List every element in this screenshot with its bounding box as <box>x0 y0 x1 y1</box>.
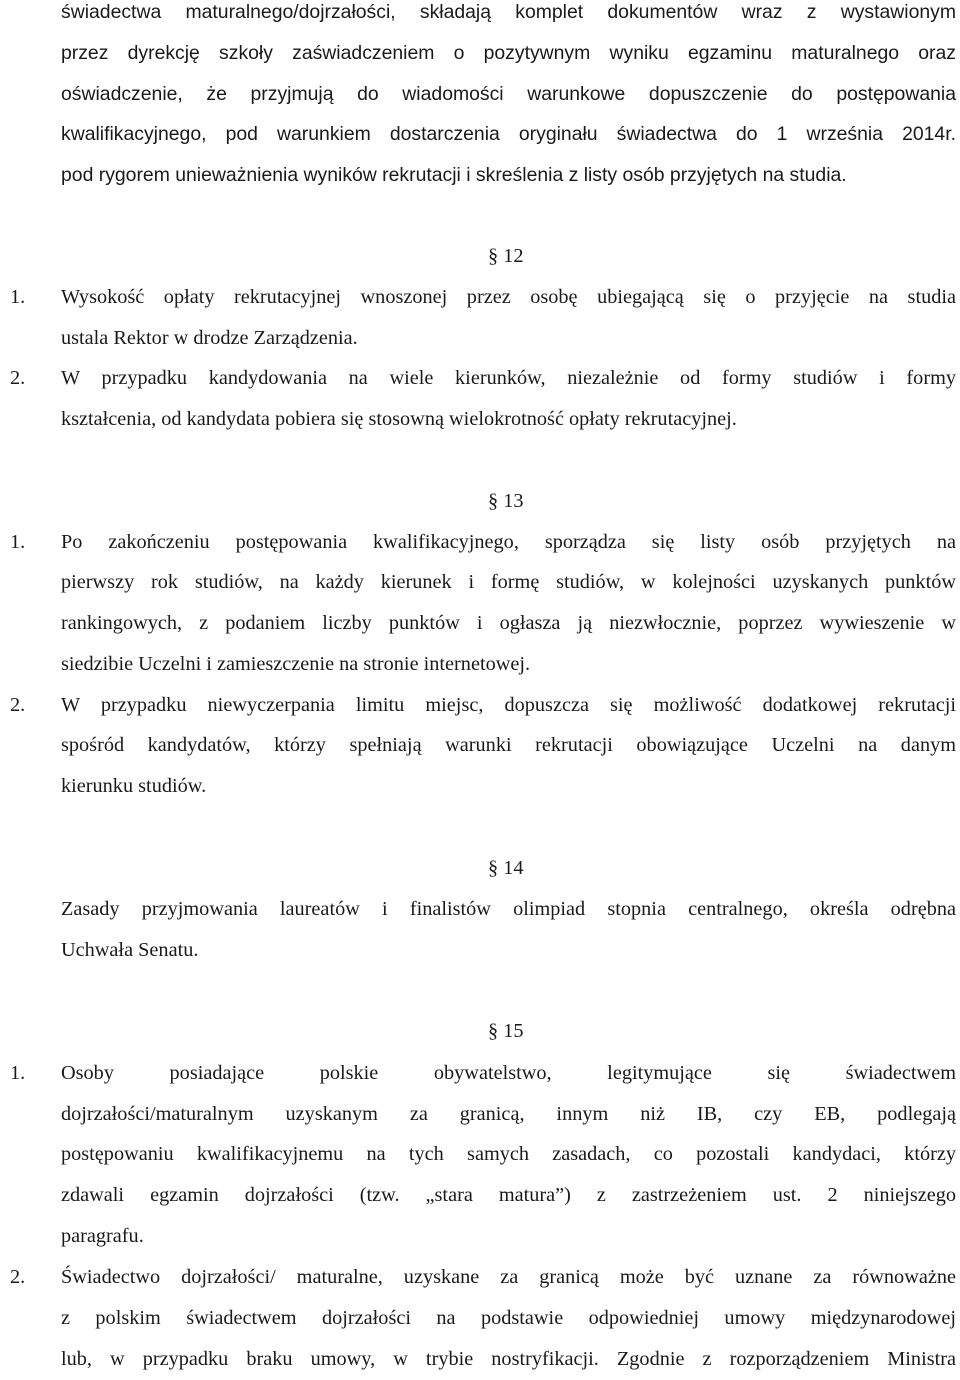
item-line: dojrzałości/maturalnym uzyskanym za granicą, innym niż IB, czy EB, podlegają <box>61 1103 956 1125</box>
item-line: z polskim świadectwem dojrzałości na podstawie odpowiedniej umowy międzynarodowej <box>61 1307 956 1329</box>
item-line: paragrafu. <box>61 1225 144 1247</box>
item-line: siedzibie Uczelni i zamieszczenie na stronie internetowej. <box>61 653 531 675</box>
item-line: pierwszy rok studiów, na każdy kierunek i formę studiów, w kolejności uzyskanych punktów <box>61 571 956 593</box>
item-line: kierunku studiów. <box>61 775 207 797</box>
item-line: Osoby posiadające polskie obywatelstwo, legitymujące się świadectwem <box>61 1062 956 1084</box>
item-line: W przypadku niewyczerpania limitu miejsc, dopuszcza się możliwość dodatkowej rekrutacji <box>61 694 956 716</box>
item-number: 1. <box>10 1062 26 1084</box>
intro-line: pod rygorem unieważnienia wyników rekrutacji i skreślenia z listy osób przyjętych na studia. <box>61 164 847 186</box>
item-line: kształcenia, od kandydata pobiera się stosowną wielokrotność opłaty rekrutacyjnej. <box>61 408 737 430</box>
intro-line: świadectwa maturalnego/dojrzałości, składają komplet dokumentów wraz z wystawionym <box>61 1 956 23</box>
item-line: postępowaniu kwalifikacyjnemu na tych samych zasadach, co pozostali kandydaci, którzy <box>61 1143 956 1165</box>
intro-line: oświadczenie, że przyjmują do wiadomości warunkowe dopuszczenie do postępowania <box>61 83 956 105</box>
section-heading: § 12 <box>488 245 524 267</box>
item-number: 1. <box>10 531 26 553</box>
item-number: 2. <box>10 694 26 716</box>
item-line: spośród kandydatów, którzy spełniają warunki rekrutacji obowiązujące Uczelni na danym <box>61 734 956 756</box>
item-line: W przypadku kandydowania na wiele kierunków, niezależnie od formy studiów i formy <box>61 367 956 389</box>
intro-line: przez dyrekcję szkoły zaświadczeniem o pozytywnym wyniku egzaminu maturalnego oraz <box>61 42 956 64</box>
item-line: Uchwała Senatu. <box>61 939 199 961</box>
item-line: lub, w przypadku braku umowy, w trybie nostryfikacji. Zgodnie z rozporządzeniem Ministra <box>61 1348 956 1370</box>
item-line: zdawali egzamin dojrzałości (tzw. „stara matura”) z zastrzeżeniem ust. 2 niniejszego <box>61 1184 956 1206</box>
item-number: 1. <box>10 286 26 308</box>
item-line: ustala Rektor w drodze Zarządzenia. <box>61 327 358 349</box>
item-line: Po zakończeniu postępowania kwalifikacyjnego, sporządza się listy osób przyjętych na <box>61 531 956 553</box>
item-line: rankingowych, z podaniem liczby punktów i ogłasza ją niezwłocznie, poprzez wywieszenie w <box>61 612 956 634</box>
item-number: 2. <box>10 1266 26 1288</box>
item-line: Wysokość opłaty rekrutacyjnej wnoszonej przez osobę ubiegającą się o przyjęcie na studia <box>61 286 956 308</box>
item-number: 2. <box>10 367 26 389</box>
intro-line: kwalifikacyjnego, pod warunkiem dostarczenia oryginału świadectwa do 1 września 2014r. <box>61 123 956 145</box>
section-heading: § 13 <box>488 490 524 512</box>
section-heading: § 15 <box>488 1020 524 1042</box>
item-line: Zasady przyjmowania laureatów i finalistów olimpiad stopnia centralnego, określa odrębna <box>61 898 956 920</box>
section-heading: § 14 <box>488 857 524 879</box>
item-line: Świadectwo dojrzałości/ maturalne, uzyskane za granicą może być uznane za równoważne <box>61 1266 956 1288</box>
